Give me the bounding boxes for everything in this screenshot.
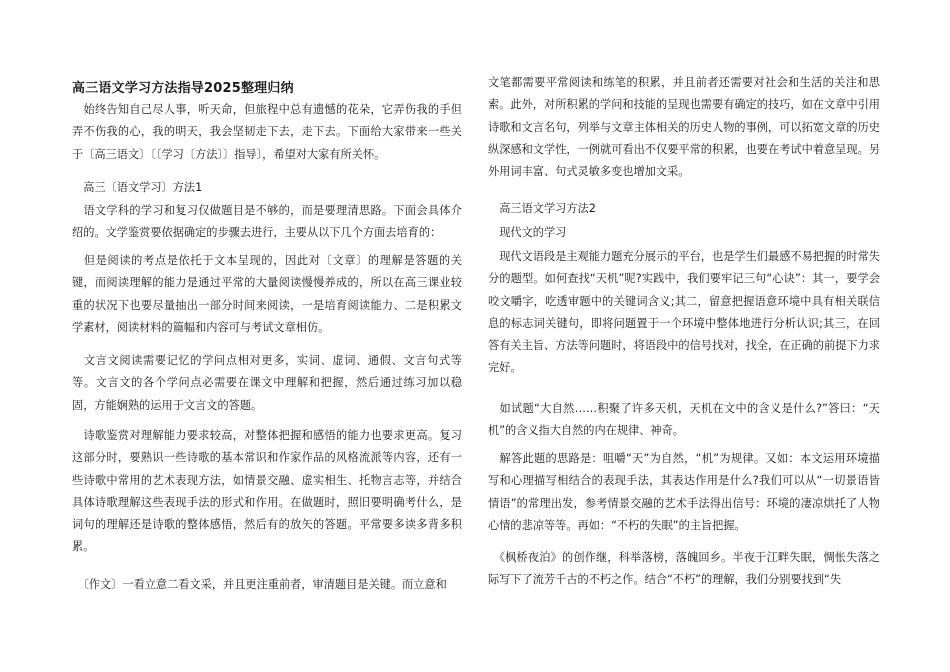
- paragraph-modern-text: 现代文语段是主观能力题充分展示的平台，也是学生们最感不易把握的时常失分的题型。如何查找“天机”呢?实践中，我们要牢记三句“心诀”：其一，要学会咬文嚼字，吃透审题中的关键词含义;其二，留意把握语意环境中具有相关联信息的标志词关键句，即将问题置于一个环境中整体地进行分析认识;其三，在回答有关主旨、方法等问题时，将语段中的信号找对，找全，在正确的前提下力求完好。: [488, 250, 880, 375]
- paragraph-composition-continued: 文笔都需要平常阅读和练笔的积累，并且前者还需要对社会和生活的关注和思索。此外，对所积累的学问和技能的呈现也需要有确定的技巧，如在文章中引用诗歌和文言名句，列举与文章主体相关的历史人物的事例，可以拓宽文章的历史纵深感和文学性，一例就可看出不仅要平常的积累，也要在考试中着意呈现。另外用词丰富、句式灵敏多变也增加文采。: [488, 76, 880, 179]
- subheading-modern-text: 现代文的学习: [488, 226, 567, 239]
- paragraph-composition: 〔作文〕一看立意二看文采，并且更注重前者，审清题目是关键。而立意和: [72, 578, 447, 591]
- paragraph-reading: 但是阅读的考点是依托于文本呈现的，因此对〔文章〕的理解是答题的关键，而阅读理解的能力是通过平常的大量阅读慢慢养成的，所以在高三课业较重的状况下也要尽量抽出一部分时间来阅读，一是培育阅读能力、二是积累文学素材，阅读材料的篇幅和内容可与考试文章相仿。: [72, 254, 462, 334]
- section-heading-method-2: 高三语文学习方法2: [488, 202, 596, 215]
- paragraph-classical-chinese: 文言文阅读需要记忆的学问点相对更多，实词、虚词、通假、文言句式等等。文言文的各个学问点必需要在课文中理解和把握，然后通过练习加以稳固，方能娴熟的运用于文言文的答题。: [72, 354, 462, 412]
- paragraph-maple-bridge: 《枫桥夜泊》的创作继，科举落榜，落魄回乡。半夜于江畔失眠，惆怅失落之际写下了流芳千古的不朽之作。结合“不朽”的理解，我们分别要找到“失: [488, 551, 880, 587]
- document-title: 高三语文学习方法指导2025整理归纳: [72, 81, 294, 96]
- paragraph-answer-approach: 解答此题的思路是：咀嚼“天”为自然，“机”为规律。又如：本文运用环境描写和心理描写相结合的表现手法，其表达作用是什么?我们可以从“一切景语皆情语”的常理出发，参考情景交融的艺术手法得出信号：环境的凄凉烘托了人物心情的悲凉等等。再如：“不朽的失眠”的主旨把握。: [488, 452, 880, 532]
- paragraph-study-approach: 语文学科的学习和复习仅做题目是不够的，而是要理清思路。下面会具体介绍的。文学鉴赏要依据确定的步骤去进行，主要从以下几个方面去培育的：: [72, 204, 462, 240]
- paragraph-example-question: 如试题“大自然……积聚了许多天机，天机在文中的含义是什么?”答曰：“天机”的含义指大自然的内在规律、神奇。: [488, 402, 880, 438]
- intro-paragraph: 始终告知自己尽人事，听天命，但旅程中总有遗憾的花朵，它弄伤我的手但弄不伤我的心，我的明天，我会坚韧走下去，走下去。下面给大家带来一些关于〔高三语文〕〔〔学习〔方法〕〕指导〕，希望对大家有所关怀。: [72, 103, 462, 161]
- section-heading-method-1: 高三〔语文学习〕方法1: [72, 181, 203, 194]
- paragraph-poetry: 诗歌鉴赏对理解能力要求较高，对整体把握和感悟的能力也要求更高。复习这部分时，要熟识一些诗歌的基本常识和作家作品的风格流派等内容，还有一些诗歌中常用的艺术表现方法，如情景交融、虚实相生、托物言志等，并结合具体诗歌理解这些表现手法的形式和作用。在做题时，照旧要明确考什么，是词句的理解还是诗歌的整体感悟，然后有的放矢的答题。平常要多读多背多积累。: [72, 429, 462, 554]
